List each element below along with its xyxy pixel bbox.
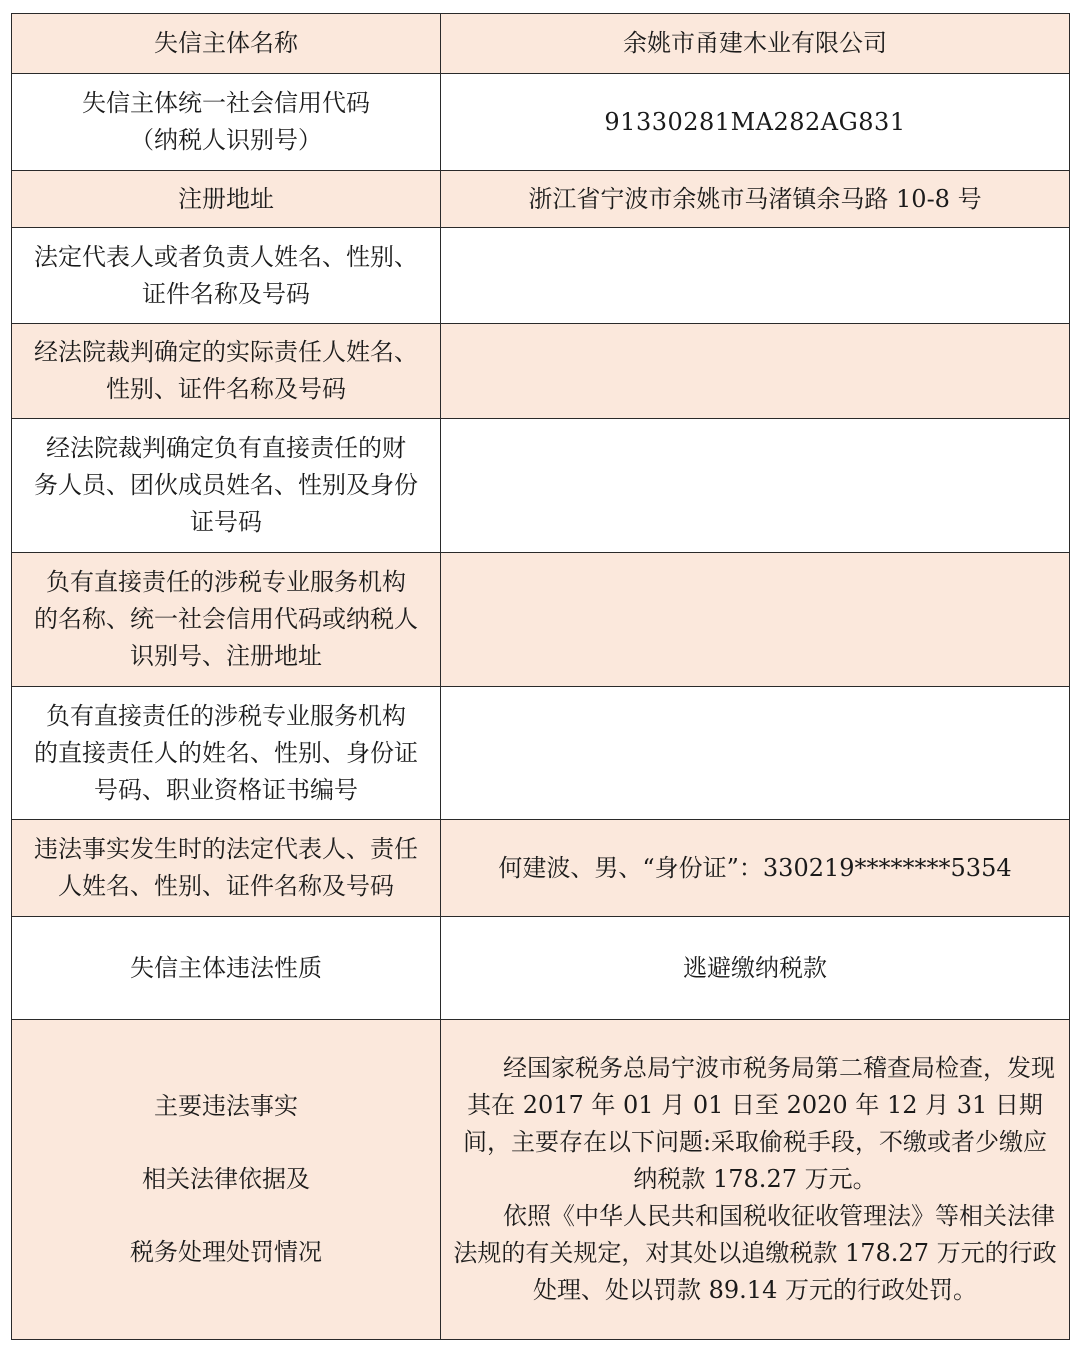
row-value-main-facts — [441, 1020, 1070, 1340]
row-label-representative-at-time — [12, 820, 441, 917]
table-row — [12, 1020, 1070, 1340]
facts-paragraph: 依照《中华人民共和国税收征收管理法》等相关法律法规的有关规定，对其处以追缴税款 178.27 万元的行政处理、处以罚款 89.14 万元的行政处罚。 — [453, 1202, 1057, 1304]
dishonest-entity-info-table — [11, 13, 1070, 1340]
label-line: 负有直接责任的涉税专业服务机构 — [46, 568, 406, 596]
facts-paragraph: 经国家税务总局宁波市税务局第二稽查局检查，发现其在 2017 年 01 月 01 日至 2020 年 12 月 31 日期间，主要存在以下问题:采取偷税手段，不缴或者少缴应纳税款 178.27 万元。 — [462, 1054, 1055, 1193]
row-value-entity-name: 余姚市甬建木业有限公司 — [441, 14, 1070, 74]
row-label-actual-responsible-person — [12, 324, 441, 419]
row-label-tax-agency — [12, 553, 441, 687]
label-line: 的名称、统一社会信用代码或纳税人 — [34, 605, 418, 633]
row-value-legal-representative — [441, 228, 1070, 324]
table-row — [12, 324, 1070, 419]
row-value-tax-agency-person — [441, 687, 1070, 820]
table-row — [12, 917, 1070, 1020]
label-line: 负有直接责任的涉税专业服务机构 — [46, 701, 406, 730]
table-row — [12, 820, 1070, 917]
row-value-registered-address: 浙江省宁波市余姚市马渚镇余马路 10-8 号 — [441, 171, 1070, 228]
label-line: 违法事实发生时的法定代表人、责任 — [34, 835, 418, 863]
row-value-tax-agency — [441, 553, 1070, 687]
row-value-violation-nature: 逃避缴纳税款 — [441, 917, 1070, 1020]
table-row — [12, 228, 1070, 324]
table-row — [12, 171, 1070, 228]
row-label-entity-name — [12, 14, 441, 74]
row-label-main-facts — [12, 1020, 441, 1340]
label-line: （纳税人识别号） — [130, 126, 322, 154]
row-label-violation-nature — [12, 917, 441, 1020]
label-line: 失信主体统一社会信用代码 — [82, 89, 370, 117]
row-value-actual-responsible-person — [441, 324, 1070, 419]
row-label-registered-address — [12, 171, 441, 228]
row-label-tax-agency-person — [12, 687, 441, 820]
label-line: 性别、证件名称及号码 — [106, 375, 346, 403]
label-line: 经法院裁判确定负有直接责任的财 — [46, 434, 406, 462]
row-label-credit-code — [12, 74, 441, 171]
table-row — [12, 553, 1070, 687]
row-value-representative-at-time: 何建波、男、“身份证”：330219********5354 — [441, 820, 1070, 917]
label-line: 人姓名、性别、证件名称及号码 — [58, 872, 394, 900]
label-line: 法定代表人或者负责人姓名、性别、 — [34, 242, 418, 271]
row-value-credit-code: 91330281MA282AG831 — [441, 74, 1070, 171]
label-line: 失信主体名称 — [154, 29, 298, 57]
row-value-finance-staff — [441, 419, 1070, 553]
label-line: 失信主体违法性质 — [130, 953, 322, 982]
table-row — [12, 74, 1070, 171]
table-row — [12, 419, 1070, 553]
label-line: 号码、职业资格证书编号 — [94, 775, 358, 804]
row-label-legal-representative — [12, 228, 441, 324]
label-line: 主要违法事实 — [154, 1092, 298, 1120]
table-row — [12, 14, 1070, 74]
label-line: 证号码 — [190, 508, 262, 536]
label-line: 的直接责任人的姓名、性别、身份证 — [34, 738, 418, 767]
label-line: 务人员、团伙成员姓名、性别及身份 — [34, 471, 418, 499]
label-line: 识别号、注册地址 — [130, 642, 322, 670]
label-line: 注册地址 — [178, 184, 274, 213]
label-line: 经法院裁判确定的实际责任人姓名、 — [34, 338, 418, 366]
row-label-finance-staff — [12, 419, 441, 553]
label-line: 相关法律依据及 — [142, 1165, 310, 1193]
table-row — [12, 687, 1070, 820]
label-line: 证件名称及号码 — [142, 279, 310, 308]
label-line: 税务处理处罚情况 — [130, 1238, 322, 1266]
